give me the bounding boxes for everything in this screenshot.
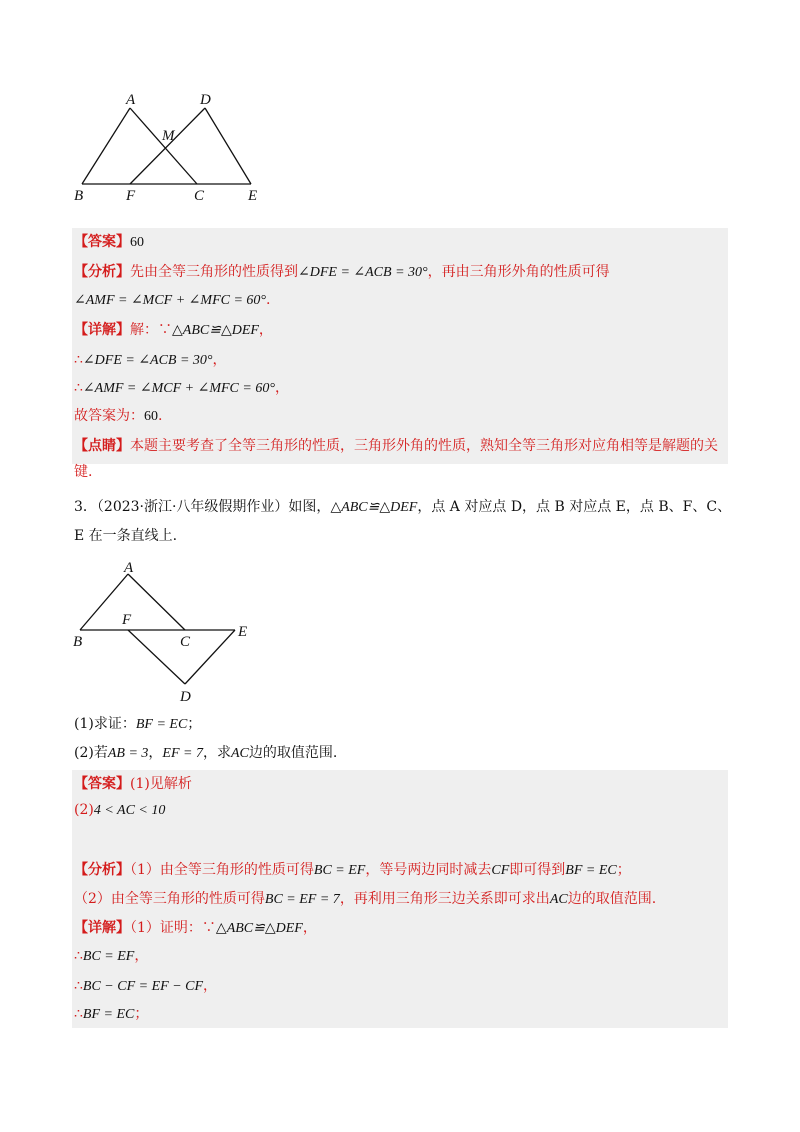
analysis-text: ；	[616, 862, 631, 878]
analysis-text: （1）由全等三角形的性质可得	[130, 862, 314, 878]
question-text: (1)求证：	[74, 716, 136, 732]
detail-text: ，	[134, 948, 149, 964]
detail-line-4	[74, 406, 162, 427]
analysis-text: 即可得到	[509, 862, 566, 878]
detail-line-2-3	[74, 976, 217, 997]
analysis-label: 【分析】	[74, 862, 130, 878]
answer-label: 【答案】	[74, 776, 130, 792]
therefore-symbol: ∴	[74, 380, 83, 396]
figure-triangles-2	[70, 556, 260, 706]
detail-formula: ∠AMF = ∠MCF + ∠MFC = 60°	[82, 381, 275, 396]
detail-formula: BC = EF	[82, 949, 135, 964]
question-formula: AB = 3	[107, 746, 149, 761]
detail-label: 【详解】	[74, 322, 130, 338]
comment-text: 键.	[74, 464, 93, 480]
question-3-part-1	[74, 714, 201, 735]
detail-formula: △ABC≌△DEF	[215, 921, 303, 936]
analysis-end: .	[266, 292, 271, 308]
answer-value: 60	[130, 235, 144, 250]
question-text: E 在一条直线上.	[74, 528, 178, 544]
label-E: E	[238, 624, 248, 640]
analysis-formula: ∠DFE = ∠ACB = 30°	[298, 265, 428, 280]
analysis-line-2-2	[74, 889, 656, 910]
analysis-formula: AC	[549, 892, 568, 907]
detail-text: 故答案为：	[74, 408, 144, 424]
detail-formula: ∠DFE = ∠ACB = 30°	[82, 353, 213, 368]
detail-formula: BC − CF = EF − CF	[82, 979, 204, 994]
label-F: F	[122, 612, 132, 628]
detail-line-3: ∴∠AMF = ∠MCF + ∠MFC = 60°，	[74, 380, 289, 396]
detail-text: ，	[203, 978, 218, 994]
analysis-formula: ∠AMF = ∠MCF + ∠MFC = 60°	[74, 293, 267, 308]
detail-value: 60	[144, 409, 158, 424]
detail-line-2: ∴∠DFE = ∠ACB = 30°，	[74, 352, 227, 368]
answer-formula: 4 < AC < 10	[93, 803, 166, 818]
question-text: ；	[187, 716, 202, 732]
label-B: B	[73, 634, 83, 650]
analysis-text: ，再由三角形外角的性质可得	[427, 264, 610, 280]
analysis-text: 先由全等三角形的性质得到	[130, 264, 298, 280]
label-D: D	[200, 92, 211, 108]
detail-line-2-2	[74, 946, 148, 967]
detail-text: 解：∵	[130, 322, 172, 338]
analysis-text: ，等号两边同时减去	[365, 862, 492, 878]
analysis-formula: CF	[491, 863, 510, 878]
analysis-line-2-1	[74, 860, 631, 881]
label-C: C	[194, 188, 205, 204]
label-A: A	[124, 560, 134, 576]
detail-line-2-1	[74, 918, 317, 939]
answer-line-2b	[74, 800, 165, 821]
label-B: B	[74, 188, 84, 204]
detail-formula: BF = EC	[82, 1007, 135, 1022]
analysis-line-2	[74, 290, 270, 311]
label-E: E	[248, 188, 258, 204]
analysis-line-1	[74, 262, 610, 283]
therefore-symbol: ∴	[74, 1006, 83, 1022]
therefore-symbol: ∴	[74, 948, 83, 964]
analysis-formula: BC = EF	[313, 863, 366, 878]
comment-line-1	[74, 436, 718, 456]
detail-end: .	[158, 408, 163, 424]
analysis-formula: BC = EF = 7	[264, 892, 340, 907]
detail-line-2-4	[74, 1004, 148, 1025]
question-formula: AC	[230, 746, 249, 761]
label-C: C	[180, 634, 191, 650]
detail-formula: △ABC≌△DEF	[172, 323, 259, 338]
answer-label: 【答案】	[74, 234, 130, 250]
question-formula: EF = 7	[162, 746, 203, 761]
label-D: D	[180, 689, 191, 705]
analysis-text: ，再利用三角形三边关系即可求出	[339, 891, 550, 907]
detail-text: ；	[134, 1006, 149, 1022]
detail-line-1	[74, 320, 273, 341]
question-text: 3．（2023·浙江·八年级假期作业）如图，	[74, 499, 331, 515]
answer-line-1	[74, 232, 144, 253]
label-F: F	[126, 188, 136, 204]
comment-label: 【点睛】	[74, 438, 130, 454]
question-3-line-1	[74, 497, 731, 518]
figure-triangles-1	[70, 90, 270, 205]
label-A: A	[126, 92, 136, 108]
detail-text: ，	[302, 920, 317, 936]
question-3-line-2	[74, 526, 177, 546]
detail-comma: ，	[258, 322, 273, 338]
answer-text: (2)	[74, 802, 94, 818]
comment-text: 本题主要考查了全等三角形的性质，三角形外角的性质，熟知全等三角形对应角相等是解题的关	[130, 438, 718, 454]
question-3-part-2	[74, 743, 337, 764]
question-text: ，点 A 对应点 D，点 B 对应点 E，点 B、F、C、	[417, 499, 732, 515]
comment-line-2	[74, 462, 92, 482]
question-formula: BF = EC	[135, 717, 188, 732]
question-formula: △ABC≌△DEF	[330, 500, 418, 515]
analysis-text: 边的取值范围.	[567, 891, 657, 907]
analysis-formula: BF = EC	[565, 863, 617, 878]
question-text: 边的取值范围.	[248, 745, 338, 761]
question-text: ，求	[202, 745, 231, 761]
therefore-symbol: ∴	[74, 352, 83, 368]
therefore-symbol: ∴	[74, 978, 83, 994]
answer-line-2a	[74, 774, 192, 794]
detail-text: （1）证明：∵	[130, 920, 216, 936]
question-text: ，	[148, 745, 163, 761]
label-M: M	[162, 128, 175, 144]
answer-text: (1)见解析	[130, 776, 192, 792]
detail-label: 【详解】	[74, 920, 130, 936]
analysis-text: （2）由全等三角形的性质可得	[74, 891, 265, 907]
analysis-label: 【分析】	[74, 264, 130, 280]
question-text: (2)若	[74, 745, 108, 761]
